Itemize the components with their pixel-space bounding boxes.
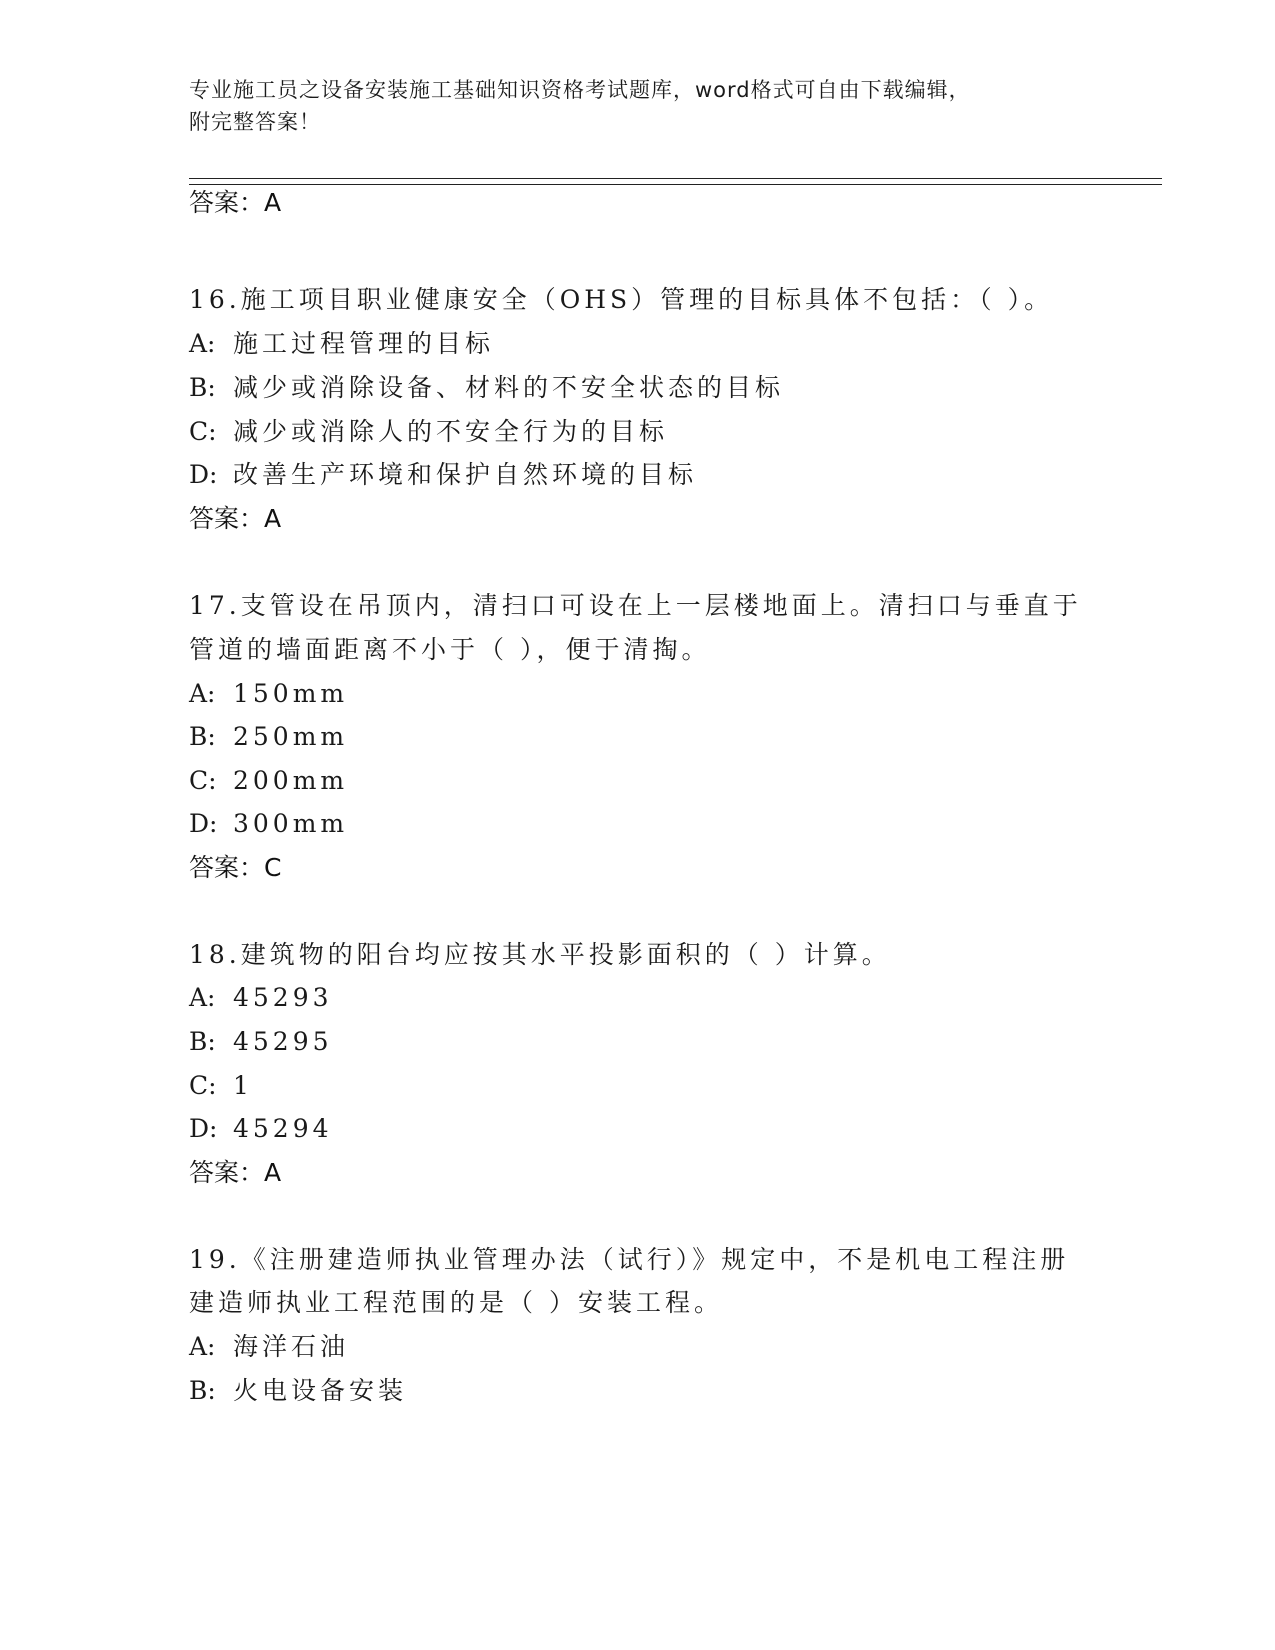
question-17-option-a [189,678,348,710]
option-label: A: [189,1332,216,1361]
option-text: 海洋石油 [233,1332,350,1361]
question-17-option-b [189,721,348,753]
option-label: D: [189,809,218,838]
option-label: A: [189,679,216,708]
question-17-answer: 答案：C [189,853,282,882]
header-divider-top [189,178,1162,179]
question-18-option-a [189,982,333,1014]
option-text: 45294 [233,1114,333,1143]
option-text: 45293 [233,983,333,1012]
option-text: 45295 [233,1027,333,1056]
option-text: 施工过程管理的目标 [233,329,495,358]
question-16-option-d [189,459,697,491]
question-16-option-c [189,416,668,448]
question-16-option-b [189,372,784,404]
question-16-stem: 16.施工项目职业健康安全（OHS）管理的目标具体不包括：（ ）。 [189,285,1054,314]
option-text: 150mm [233,679,349,708]
option-text: 减少或消除人的不安全行为的目标 [233,417,669,446]
question-17-stem-line-2: 管道的墙面距离不小于（ ），便于清掏。 [189,635,711,664]
question-17-option-d [189,808,348,840]
option-label: A: [189,983,216,1012]
option-text: 1 [233,1071,253,1100]
question-19-option-b [189,1375,407,1407]
option-label: B: [189,1376,216,1405]
option-text: 200mm [233,766,349,795]
option-text: 改善生产环境和保护自然环境的目标 [233,460,698,489]
document-header [189,74,1089,138]
option-text: 250mm [233,722,349,751]
question-18-option-d [189,1113,333,1145]
option-label: D: [189,460,218,489]
header-line-1: 专业施工员之设备安装施工基础知识资格考试题库，word格式可自由下载编辑， [189,78,971,102]
option-text: 300mm [233,809,349,838]
option-label: C: [189,766,217,795]
question-18-stem: 18.建筑物的阳台均应按其水平投影面积的（ ）计算。 [189,940,891,969]
header-line-2: 附完整答案！ [189,110,321,134]
option-label: C: [189,1071,217,1100]
question-19-stem-line-2: 建造师执业工程范围的是（ ）安装工程。 [189,1288,723,1317]
question-16-option-a [189,328,494,360]
question-17-stem-line-1: 17.支管设在吊顶内，清扫口可设在上一层楼地面上。清扫口与垂直于 [189,591,1082,620]
option-label: A: [189,329,216,358]
question-18-answer: 答案：A [189,1158,282,1187]
header-divider-bottom [189,184,1162,185]
question-18-option-c [189,1070,253,1102]
question-19-stem-line-1: 19.《注册建造师执业管理办法（试行）》规定中，不是机电工程注册 [189,1245,1070,1274]
option-label: D: [189,1114,218,1143]
option-label: C: [189,417,217,446]
option-text: 减少或消除设备、材料的不安全状态的目标 [233,373,785,402]
option-label: B: [189,373,216,402]
question-17-option-c [189,765,348,797]
question-19-option-a [189,1331,349,1363]
option-label: B: [189,722,216,751]
previous-answer: 答案：A [189,188,282,217]
question-16-answer: 答案：A [189,504,282,533]
option-text: 火电设备安装 [233,1376,408,1405]
question-18-option-b [189,1026,333,1058]
option-label: B: [189,1027,216,1056]
